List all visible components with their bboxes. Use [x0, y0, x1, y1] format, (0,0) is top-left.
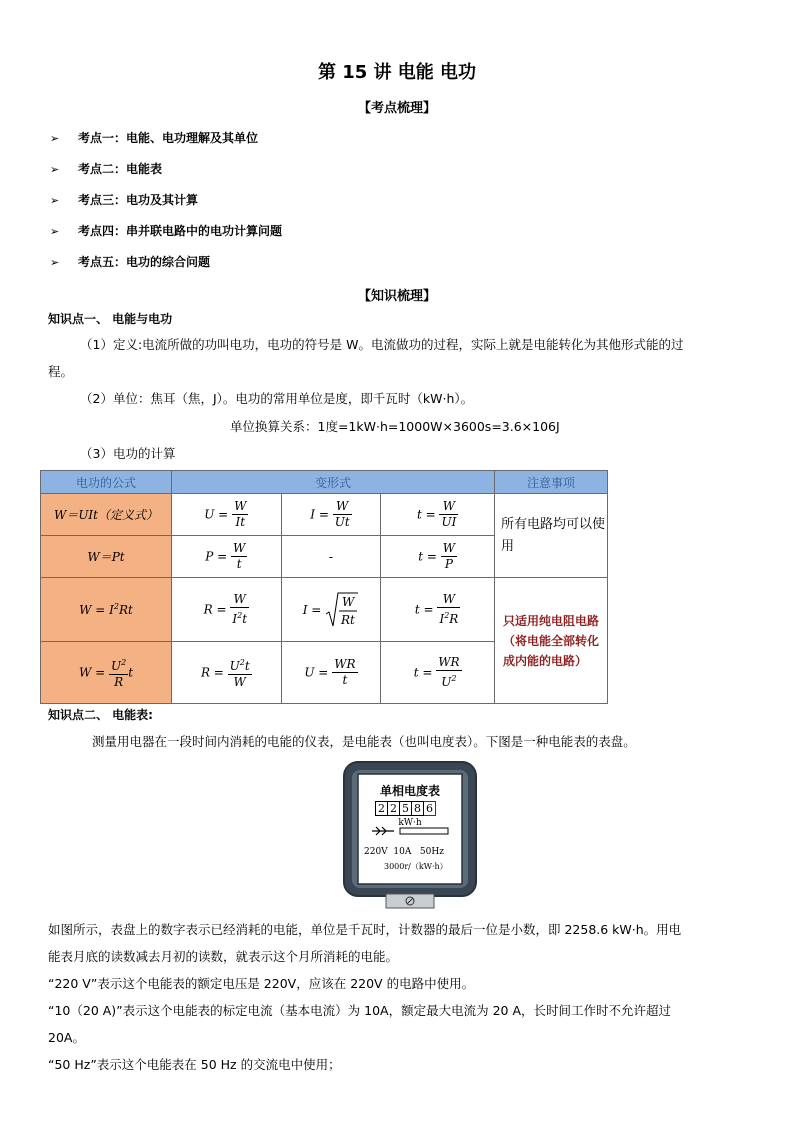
variant-cell: I = W Rt [281, 578, 381, 642]
meter-unit: kW·h [398, 818, 422, 828]
formula-uit: W＝UIt（定义式） [41, 494, 172, 536]
kaodian-item: ➢ 考点一：电能、电功理解及其单位 [50, 131, 259, 145]
body-line-3: “220 V”表示这个电能表的额定电压是 220V，应该在 220V 的电路中使用。 [48, 976, 475, 991]
kaodian-item: ➢ 考点二：电能表 [50, 162, 163, 176]
knowledge-heading-2: 知识点二、 电能表: [48, 708, 153, 722]
arrow-icon: ➢ [50, 132, 60, 145]
kaodian-item: ➢ 考点五：电功的综合问题 [50, 255, 211, 269]
header-notes: 注意事项 [495, 471, 608, 494]
knowledge-heading-1: 知识点一、 电能与电功 [48, 312, 173, 326]
variant-cell: U = $\frac{W}{It}$ [172, 494, 282, 536]
section-zhishi: 【知识梳理】 [357, 289, 436, 304]
variant-cell: t = $\frac{W}{I^2R}$ [381, 578, 495, 642]
unit-conversion: 单位换算关系：1度=1kW·h=1000W×3600s=3.6×106J [230, 419, 560, 434]
arrow-icon: ➢ [50, 163, 60, 176]
arrow-icon: ➢ [50, 225, 60, 238]
formula-pt: W＝Pt [41, 536, 172, 578]
svg-text:Rt: Rt [341, 612, 356, 627]
variant-cell: U = $\frac{WR}{t}$ [281, 642, 381, 704]
kaodian-item: ➢ 考点三：电功及其计算 [50, 193, 199, 207]
meter-intro: 测量用电器在一段时间内消耗的电能的仪表，是电能表（也叫电度表）。下图是一种电能表的表盘。 [92, 734, 636, 749]
unit-text: （2）单位：焦耳（焦，J）。电功的常用单位是度，即千瓦时（kW·h）。 [80, 391, 474, 406]
variant-cell: R = $\frac{U^2t}{W}$ [172, 642, 282, 704]
meter-digits: 2 2 5 8 6 [375, 801, 436, 816]
variant-cell: P = $\frac{W}{t}$ [172, 536, 282, 578]
note-all-circuits: 所有电路均可以使用 [495, 494, 608, 578]
variant-cell: t = $\frac{W}{UI}$ [381, 494, 495, 536]
arrow-icon: ➢ [50, 194, 60, 207]
body-line-1: 如图所示，表盘上的数字表示已经消耗的电能，单位是千瓦时，计数器的最后一位是小数，即 2258.6 kW·h。用电 [48, 922, 682, 937]
note-pure-resistive: 只适用纯电阻电路（将电能全部转化成内能的电路） [495, 578, 608, 704]
variant-cell: R = $\frac{W}{I^2t}$ [172, 578, 282, 642]
variant-cell: I = $\frac{W}{Ut}$ [281, 494, 381, 536]
variant-cell: t = $\frac{W}{P}$ [381, 536, 495, 578]
svg-text:W: W [342, 594, 355, 609]
page-title: 第 15 讲 电能 电功 [317, 62, 477, 83]
section-kaodian: 【考点梳理】 [357, 101, 436, 116]
body-line-2: 能表月底的读数减去月初的读数，就表示这个月所消耗的电能。 [48, 949, 399, 964]
formula-i2rt: $W = I^2Rt$ [41, 578, 172, 642]
meter-rev: 3000r/（kW·h） [384, 862, 448, 871]
electric-meter-image [342, 760, 478, 910]
variant-cell: t = $\frac{WR}{U^2}$ [381, 642, 495, 704]
formula-u2rt: W = $\frac{U^2}{R}$ t [41, 642, 172, 704]
header-formula: 电功的公式 [41, 471, 172, 494]
definition-line2: 程。 [48, 364, 74, 379]
body-line-5: 20A。 [48, 1030, 85, 1045]
body-line-6: “50 Hz”表示这个电能表在 50 Hz 的交流电中使用； [48, 1057, 341, 1072]
calc-heading: （3）电功的计算 [80, 446, 176, 461]
arrow-icon: ➢ [50, 256, 60, 269]
kaodian-item: ➢ 考点四：串并联电路中的电功计算问题 [50, 224, 283, 238]
body-line-4: “10（20 A)”表示这个电能表的标定电流（基本电流）为 10A，额定最大电流为 20 A，长时间工作时不允许超过 [48, 1003, 671, 1018]
meter-title: 单相电度表 [379, 784, 440, 798]
variant-dash: - [281, 536, 381, 578]
definition-line1: （1）定义:电流所做的功叫电功，电功的符号是 W。电流做功的过程，实际上就是电能转化为其他形式能的过 [80, 337, 684, 352]
meter-spec: 220V 10A 50Hz [364, 847, 444, 857]
header-variants: 变形式 [172, 471, 495, 494]
sqrt-icon [325, 590, 359, 630]
formula-table [40, 470, 608, 704]
